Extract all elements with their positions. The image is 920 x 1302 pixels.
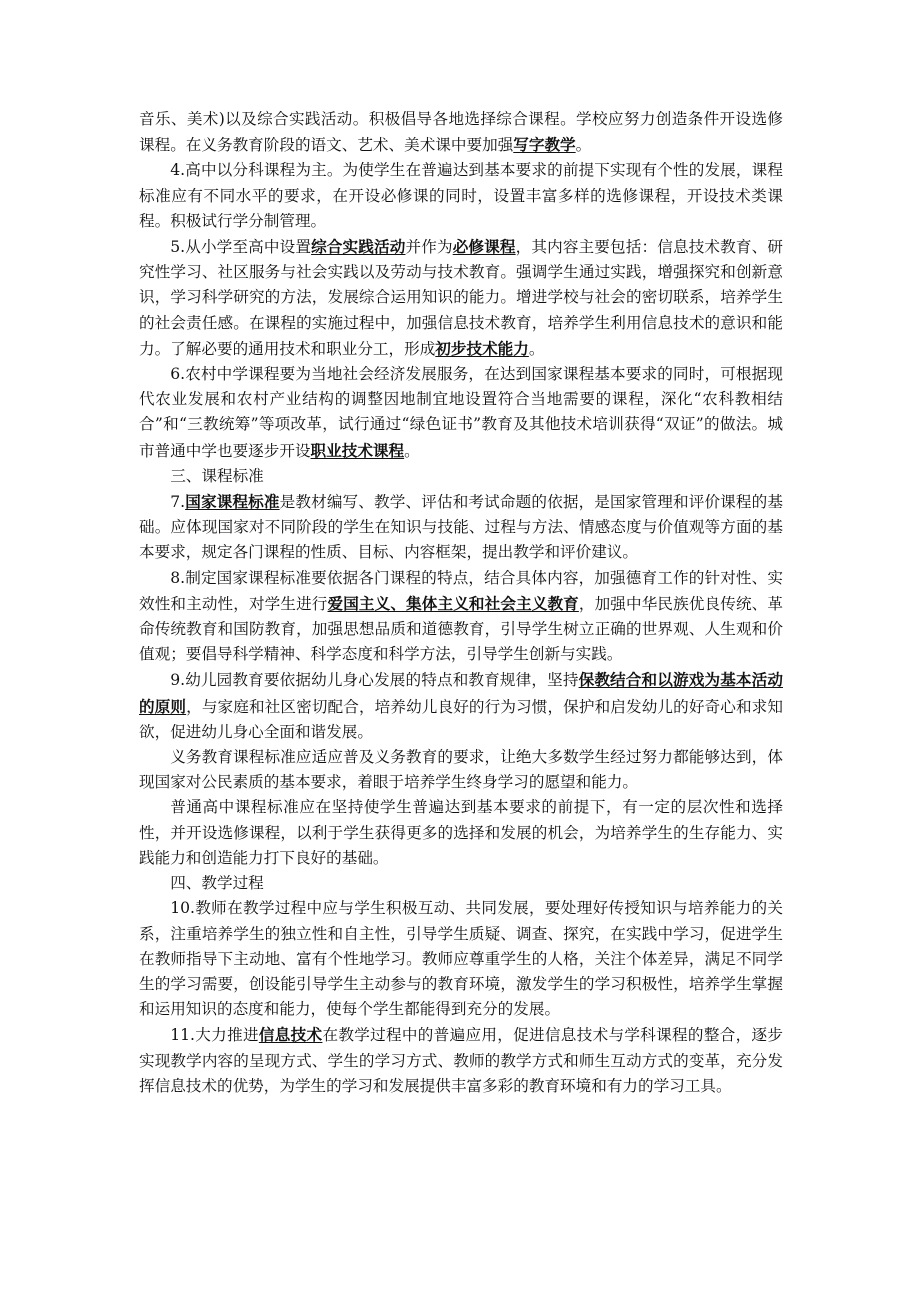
text-run: ，与家庭和社区密切配合，培养幼儿良好的行为习惯，保护和启发幼儿的好奇心和求知欲，促进幼儿身心全面和谐发展。 <box>139 697 783 741</box>
paragraph <box>139 795 783 871</box>
section-heading <box>139 464 783 489</box>
emphasized-term: 职业技术课程 <box>310 440 405 460</box>
paragraph <box>139 896 783 1022</box>
emphasized-term: 爱国主义、集体主义和社会主义教育 <box>327 593 579 613</box>
emphasized-term: 写字教学 <box>513 135 576 155</box>
text-run: 在教学过程中的普遍应用，促进信息技术与学科课程的整合，逐步实现教学内容的呈现方式、学生的学习方式、教师的教学方式和师生互动方式的变革，充分发挥信息技术的优势，为学生的学习和发展提供丰富多彩的教育环境和有力的学习工具。 <box>139 1026 783 1095</box>
emphasized-term: 初步技术能力 <box>435 338 529 358</box>
text-run: 4.高中以分科课程为主。为使学生在普遍达到基本要求的前提下实现有个性的发展，课程标准应有不同水平的要求，在开设必修课的同时，设置丰富多样的选修课程，开设技术类课程。积极试行学分制管理。 <box>139 161 783 230</box>
text-run: 6.农村中学课程要为当地社会经济发展服务，在达到国家课程基本要求的同时，可根据现代农业发展和农村产业结构的调整因地制宜地设置符合当地需要的课程，深化“农科教相结合”和“三教统筹”等项改革，试行通过“绿色证书”教育及其他技术培训获得“双证”的做法。城市普通中学也要逐步开设 <box>139 365 783 460</box>
emphasized-term: 必修课程 <box>452 237 516 257</box>
text-run: 普通高中课程标准应在坚持使学生普遍达到基本要求的前提下，有一定的层次性和选择性，并开设选修课程，以利于学生获得更多的选择和发展的机会，为培养学生的生存能力、实践能力和创造能力打下良好的基础。 <box>139 798 783 867</box>
text-run: ，加强中华民族优良传统、革命传统教育和国防教育，加强思想品质和道德教育，引导学生树立正确的世界观、人生观和价值观；要倡导科学精神、科学态度和科学方法，引导学生创新与实践。 <box>139 594 783 664</box>
text-run: 是教材编写、教学、评估和考试命题的依据，是国家管理和评价课程的基础。应体现国家对不同阶段的学生在知识与技能、过程与方法、情感态度与价值观等方面的基本要求，规定各门课程的性质、目标、内容框架，提出教学和评价建议。 <box>139 493 783 562</box>
text-run: 11.大力推进 <box>170 1026 259 1045</box>
text-run: 三、课程标准 <box>170 466 264 485</box>
text-run: 。 <box>575 136 592 155</box>
text-run: 音乐、美术)以及综合实践活动。积极倡导各地选择综合课程。学校应努力创造条件开设选修课程。在义务教育阶段的语文、艺术、美术课中要加强 <box>139 110 783 155</box>
paragraph <box>139 1022 783 1099</box>
text-run: 8.制定国家课程标准要依据各门课程的特点，结合具体内容，加强德育工作的针对性、实效性和主动性，对学生进行 <box>139 568 783 613</box>
emphasized-term: 综合实践活动 <box>311 237 406 257</box>
emphasized-term: 信息技术 <box>258 1025 323 1045</box>
paragraph <box>139 107 783 158</box>
text-run: 。 <box>404 441 420 460</box>
paragraph <box>139 489 783 566</box>
text-run: 义务教育课程标准应适应普及义务教育的要求，让绝大多数学生经过努力都能够达到，体现国家对公民素质的基本要求，着眼于培养学生终身学习的愿望和能力。 <box>139 748 783 792</box>
emphasized-term: 国家课程标准 <box>185 492 280 512</box>
paragraph <box>139 745 783 795</box>
emphasized-term: 保教结合和以游戏为基本活动的原则 <box>139 670 783 716</box>
text-run: 7. <box>170 493 186 512</box>
text-run: 。 <box>528 339 545 358</box>
text-run: 9.幼儿园教育要依据幼儿身心发展的特点和教育规律，坚持 <box>170 671 579 690</box>
text-run: 四、教学过程 <box>170 874 264 893</box>
paragraph <box>139 362 783 464</box>
text-run: 5.从小学至高中设置 <box>170 238 312 257</box>
document-body <box>139 107 783 1099</box>
text-run: ，其内容主要包括：信息技术教育、研究性学习、社区服务与社会实践以及劳动与技术教育。强调学生通过实践，增强探究和创新意识，学习科学研究的方法，发展综合运用知识的能力。增进学校与社会的密切联系，培养学生的社会责任感。在课程的实施过程中，加强信息技术教育，培养学生利用信息技术的意识和能力。了解必要的通用技术和职业分工，形成 <box>139 238 783 358</box>
text-run: 并作为 <box>405 238 453 257</box>
paragraph <box>139 234 783 362</box>
text-run: 10.教师在教学过程中应与学生积极互动、共同发展，要处理好传授知识与培养能力的关系，注重培养学生的独立性和自主性，引导学生质疑、调查、探究，在实践中学习，促进学生在教师指导下主动地、富有个性地学习。教师应尊重学生的人格，关注个体差异，满足不同学生的学习需要，创设能引导学生主动参与的教育环境，激发学生的学习积极性，培养学生掌握和运用知识的态度和能力，使每个学生都能得到充分的发展。 <box>139 899 783 1019</box>
paragraph <box>139 667 783 745</box>
section-heading <box>139 871 783 896</box>
paragraph <box>139 158 783 234</box>
paragraph <box>139 566 783 668</box>
